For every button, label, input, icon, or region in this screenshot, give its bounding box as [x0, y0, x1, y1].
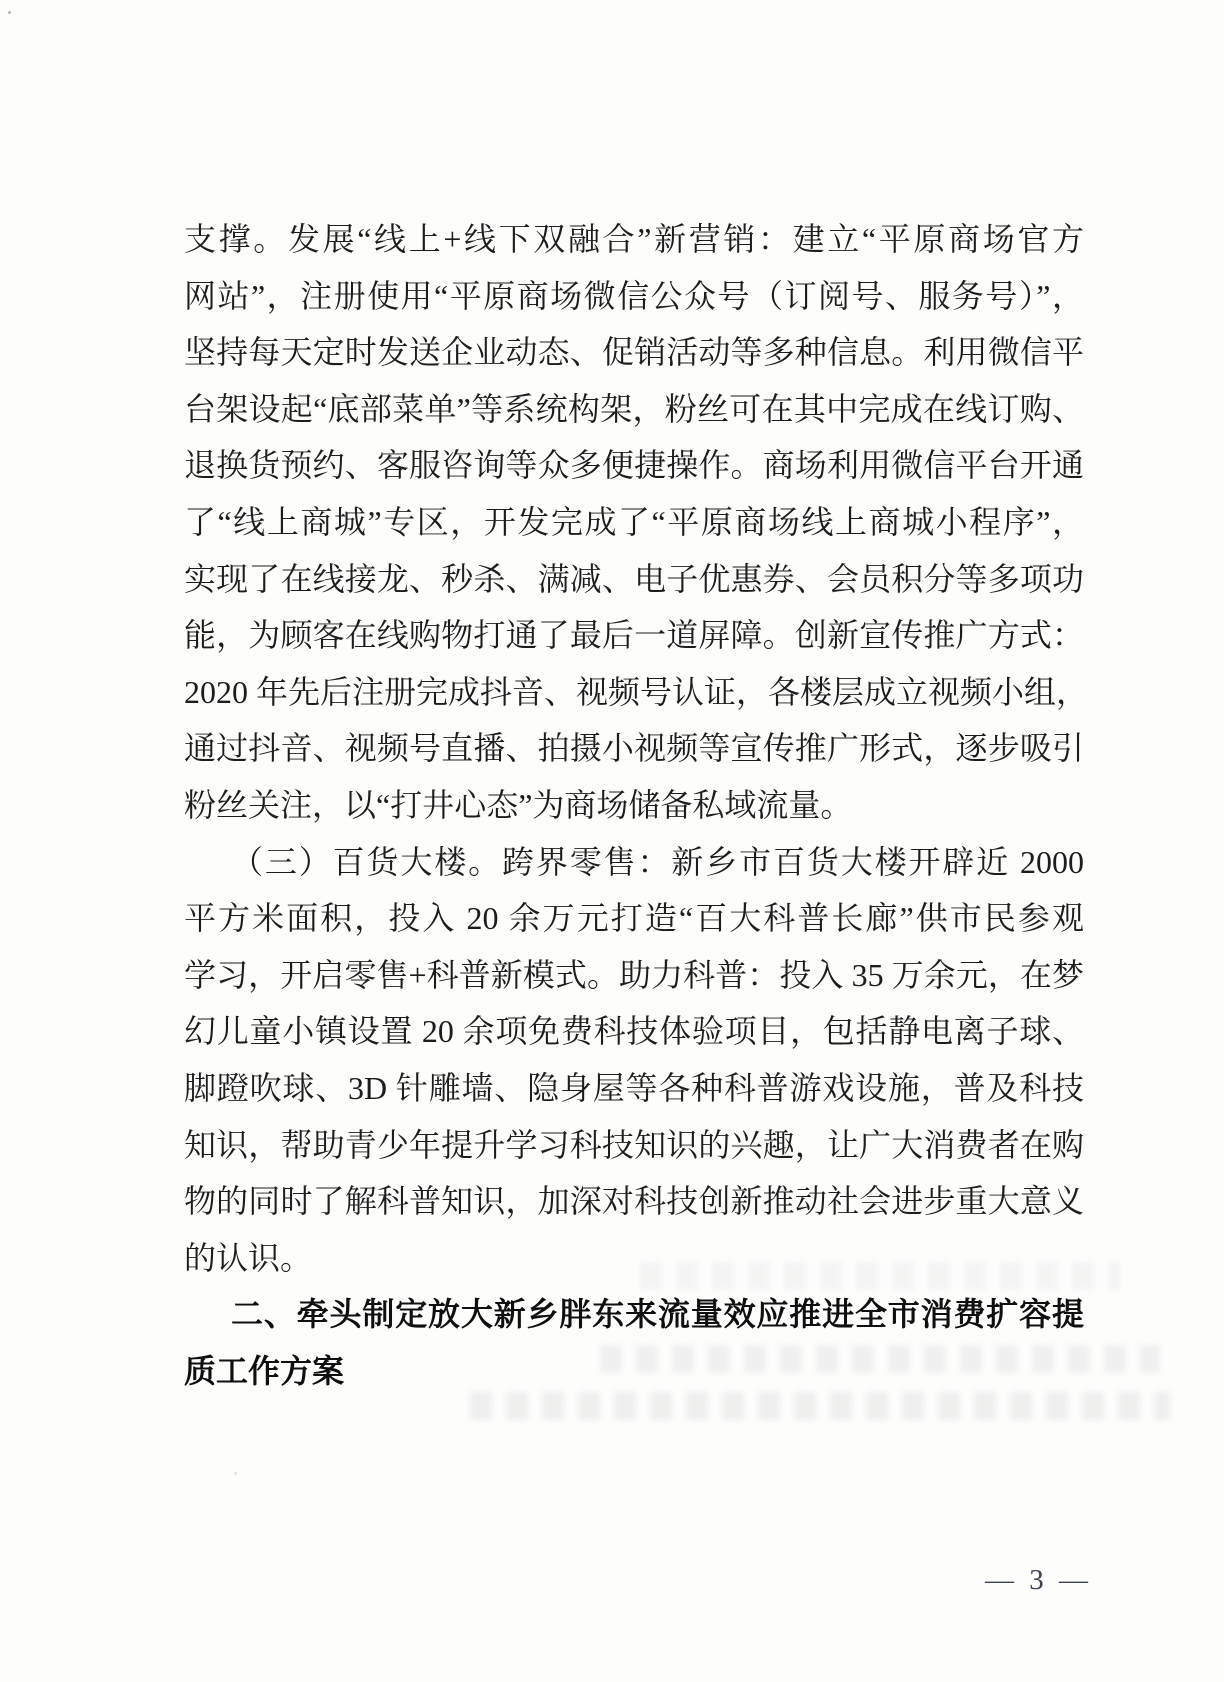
- text-line: 能，为顾客在线购物打通了最后一道屏障。创新宣传推广方式：: [184, 617, 1084, 654]
- text-line: 台架设起“底部菜单”等系统构架，粉丝可在其中完成在线订购、: [184, 390, 1084, 427]
- document-body: [184, 211, 1089, 1399]
- scan-speck: [8, 11, 11, 14]
- heading-line: 质工作方案: [184, 1352, 345, 1389]
- text-line: 实现了在线接龙、秒杀、满减、电子优惠券、会员积分等多项功: [184, 560, 1084, 597]
- text-line: 脚蹬吹球、3D 针雕墙、隐身屋等各种科普游戏设施，普及科技: [184, 1069, 1084, 1106]
- text-line: 网站”，注册使用“平原商场微信公众号（订阅号、服务号）”，: [184, 277, 1084, 314]
- text-line: （三）百货大楼。跨界零售：新乡市百货大楼开辟近 2000: [231, 843, 1084, 880]
- text-line: 退换货预约、客服咨询等众多便捷操作。商场利用微信平台开通: [184, 447, 1084, 484]
- text-line: 学习，开启零售+科普新模式。助力科普：投入 35 万余元，在梦: [184, 956, 1084, 993]
- text-line: 物的同时了解科普知识，加深对科技创新推动社会进步重大意义: [184, 1183, 1084, 1220]
- text-line: 的认识。: [184, 1239, 313, 1276]
- scan-speck: [234, 1472, 237, 1475]
- text-line: 支撑。发展“线上+线下双融合”新营销：建立“平原商场官方: [184, 221, 1084, 257]
- text-line: 2020 年先后注册完成抖音、视频号认证，各楼层成立视频小组，: [184, 673, 1089, 710]
- page-number: — 3 —: [985, 1564, 1092, 1596]
- text-line: 坚持每天定时发送企业动态、促销活动等多种信息。利用微信平: [184, 334, 1084, 371]
- text-line: 幻儿童小镇设置 20 余项免费科技体验项目，包括静电离子球、: [184, 1013, 1084, 1050]
- text-line: 粉丝关注，以“打井心态”为商场储备私域流量。: [184, 786, 853, 823]
- text-line: 通过抖音、视频号直播、拍摄小视频等宣传推广形式，逐步吸引: [184, 730, 1084, 767]
- text-line: 平方米面积，投入 20 余万元打造“百大科普长廊”供市民参观: [184, 900, 1084, 937]
- text-line: 了“线上商城”专区，开发完成了“平原商场线上商城小程序”，: [184, 503, 1084, 540]
- heading-line: 二、牵头制定放大新乡胖东来流量效应推进全市消费扩容提: [231, 1296, 1084, 1333]
- text-line: 知识，帮助青少年提升学习科技知识的兴趣，让广大消费者在购: [184, 1126, 1084, 1163]
